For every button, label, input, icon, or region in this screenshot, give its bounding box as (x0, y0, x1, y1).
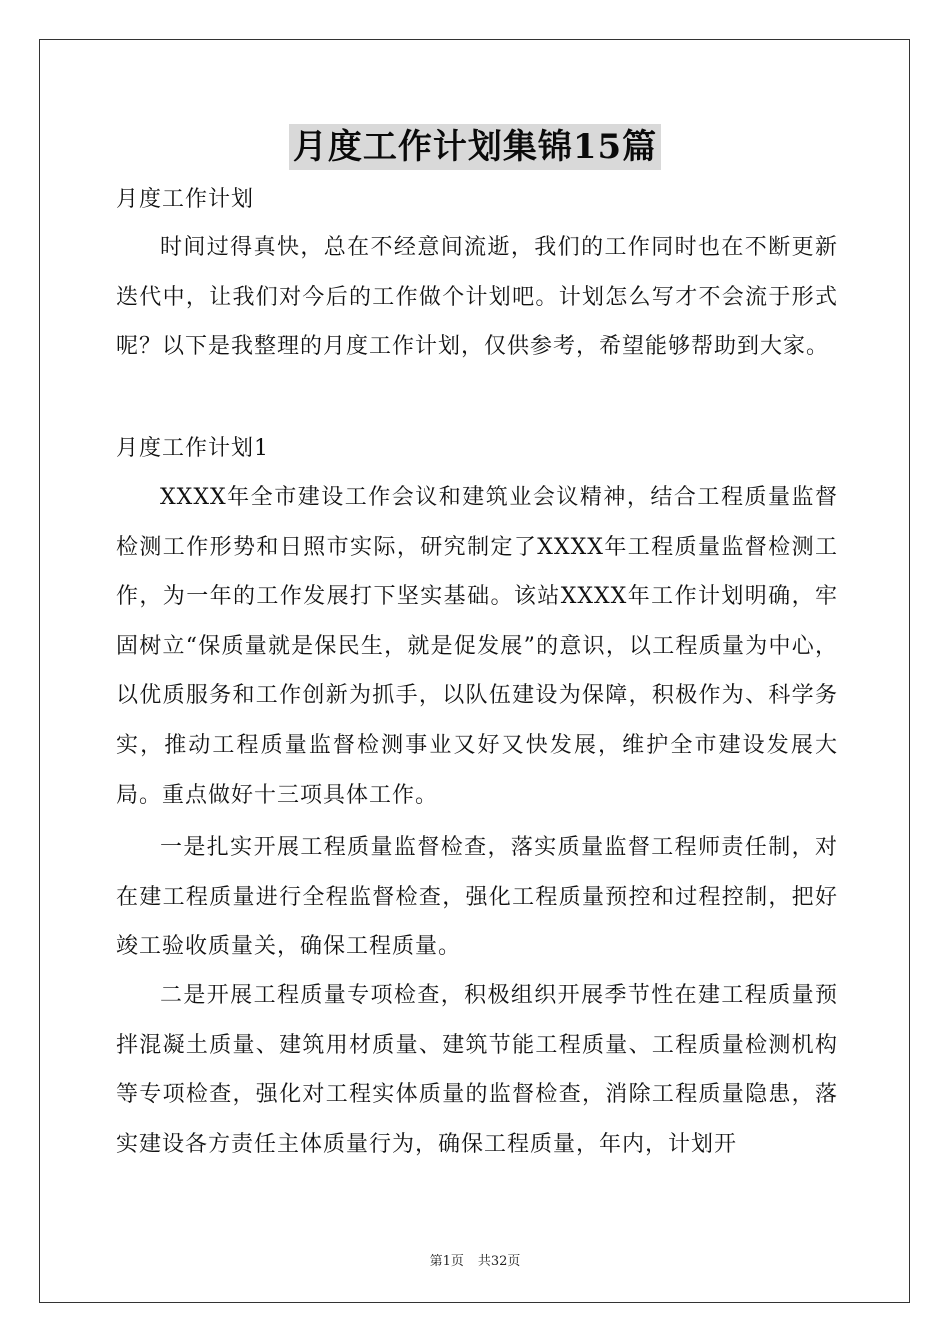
page-footer (0, 1250, 950, 1269)
page-number: 第1页 (429, 1254, 464, 1269)
section-heading-plan-1: 月度工作计划1 (116, 436, 269, 461)
paragraph-intro: 时间过得真快，总在不经意间流逝，我们的工作同时也在不断更新迭代中，让我们对今后的工作做个计划吧。计划怎么写才不会流于形式呢？以下是我整理的月度工作计划，仅供参考，希望能够帮助到大家。 (116, 235, 838, 360)
section-heading-intro: 月度工作计划 (116, 187, 255, 212)
paragraph-item-1: 一是扎实开展工程质量监督检查，落实质量监督工程师责任制，对在建工程质量进行全程监督检查，强化工程质量预控和过程控制，把好竣工验收质量关，确保工程质量。 (116, 835, 838, 960)
paragraph-plan-1-summary: XXXX年全市建设工作会议和建筑业会议精神，结合工程质量监督检测工作形势和日照市实际，研究制定了XXXX年工程质量监督检测工作，为一年的工作发展打下坚实基础。该站XXXX年工作计划明确，牢固树立“保质量就是保民生，就是促发展”的意识，以工程质量为中心，以优质服务和工作创新为抓手，以队伍建设为保障，积极作为、科学务实，推动工程质量监督检测事业又好又快发展，维护全市建设发展大局。重点做好十三项具体工作。 (116, 485, 838, 808)
paragraph-item-2: 二是开展工程质量专项检查，积极组织开展季节性在建工程质量预拌混凝土质量、建筑用材质量、建筑节能工程质量、工程质量检测机构等专项检查，强化对工程实体质量的监督检查，消除工程质量隐患，落实建设各方责任主体质量行为，确保工程质量，年内，计划开 (116, 983, 838, 1157)
page-total: 共32页 (477, 1254, 521, 1269)
document-title: 月度工作计划集锦15篇 (289, 124, 661, 170)
document-title-row (0, 124, 950, 170)
